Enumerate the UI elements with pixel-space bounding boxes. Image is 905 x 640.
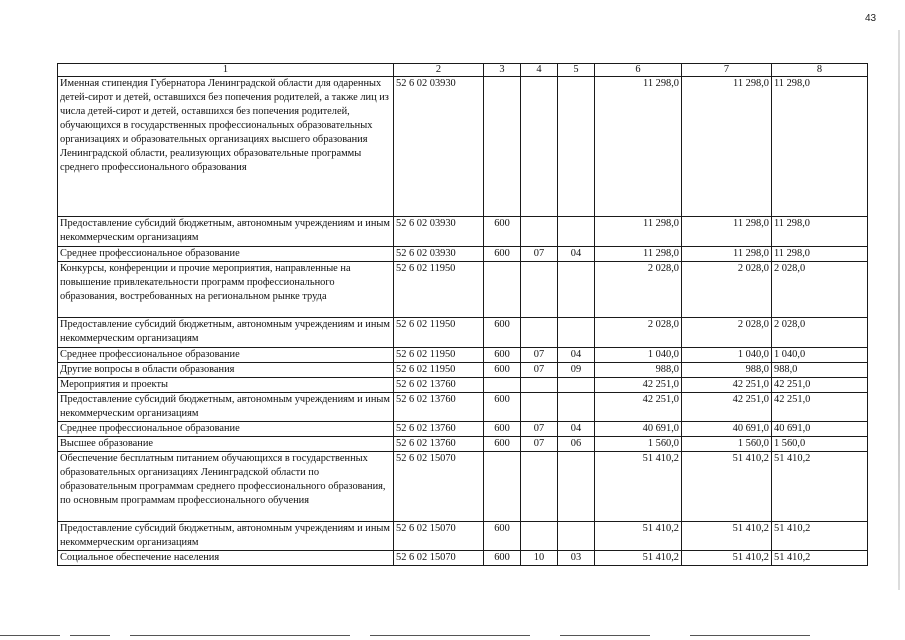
cell-amount-2: 2 028,0 — [682, 262, 772, 318]
cell-name: Именная стипендия Губернатора Ленинградской области для одаренных детей-сирот и детей, оставшихся без попечения родителей, а также лиц из числа детей-сирот и детей, оставшихся без попечения родителей, обучающихся в государственных профессиональных образовательных организациях и образовательных организациях высшего образования Ленинградской области, реализующих образовательные программы среднего профессионального образования — [58, 77, 394, 217]
cell-amount-2: 42 251,0 — [682, 393, 772, 422]
cell-amount-1: 40 691,0 — [595, 422, 682, 437]
column-header: 2 — [394, 64, 484, 77]
cell-name: Предоставление субсидий бюджетным, автономным учреждениям и иным некоммерческим организациям — [58, 522, 394, 551]
cell-section: 10 — [521, 551, 558, 566]
cell-target-code: 52 6 02 11950 — [394, 348, 484, 363]
cell-expense-type: 600 — [484, 393, 521, 422]
cell-expense-type: 600 — [484, 437, 521, 452]
cell-amount-2: 51 410,2 — [682, 551, 772, 566]
cell-amount-1: 42 251,0 — [595, 378, 682, 393]
column-header: 8 — [772, 64, 868, 77]
cell-amount-1: 51 410,2 — [595, 452, 682, 522]
cell-expense-type: 600 — [484, 551, 521, 566]
cell-target-code: 52 6 02 03930 — [394, 77, 484, 217]
column-header: 4 — [521, 64, 558, 77]
cell-expense-type: 600 — [484, 422, 521, 437]
cell-amount-2: 11 298,0 — [682, 217, 772, 247]
cell-target-code: 52 6 02 11950 — [394, 363, 484, 378]
cell-amount-1: 42 251,0 — [595, 393, 682, 422]
cell-amount-2: 51 410,2 — [682, 452, 772, 522]
table-row — [58, 318, 868, 348]
cell-subsection: 04 — [558, 422, 595, 437]
cell-amount-1: 51 410,2 — [595, 522, 682, 551]
cell-section: 07 — [521, 348, 558, 363]
cell-name: Предоставление субсидий бюджетным, автономным учреждениям и иным некоммерческим организациям — [58, 318, 394, 348]
table-row — [58, 363, 868, 378]
cell-name: Предоставление субсидий бюджетным, автономным учреждениям и иным некоммерческим организациям — [58, 217, 394, 247]
cell-section — [521, 217, 558, 247]
cell-target-code: 52 6 02 03930 — [394, 217, 484, 247]
table-row — [58, 437, 868, 452]
scan-edge-shadow — [898, 30, 900, 590]
cell-section — [521, 77, 558, 217]
cell-section — [521, 393, 558, 422]
cell-subsection — [558, 262, 595, 318]
cell-amount-3: 11 298,0 — [772, 217, 868, 247]
cell-target-code: 52 6 02 15070 — [394, 452, 484, 522]
cell-section: 07 — [521, 437, 558, 452]
cell-amount-1: 11 298,0 — [595, 217, 682, 247]
cell-name: Предоставление субсидий бюджетным, автономным учреждениям и иным некоммерческим организациям — [58, 393, 394, 422]
cell-name: Среднее профессиональное образование — [58, 348, 394, 363]
table-header-row — [58, 64, 868, 77]
table-row — [58, 262, 868, 318]
cell-section: 07 — [521, 247, 558, 262]
cell-amount-2: 40 691,0 — [682, 422, 772, 437]
cell-expense-type — [484, 77, 521, 217]
cell-amount-3: 51 410,2 — [772, 522, 868, 551]
cell-subsection — [558, 378, 595, 393]
cell-amount-2: 11 298,0 — [682, 247, 772, 262]
cell-amount-1: 2 028,0 — [595, 318, 682, 348]
cell-amount-2: 988,0 — [682, 363, 772, 378]
cell-name: Среднее профессиональное образование — [58, 247, 394, 262]
cell-amount-3: 1 560,0 — [772, 437, 868, 452]
cell-expense-type — [484, 452, 521, 522]
cell-amount-2: 2 028,0 — [682, 318, 772, 348]
cell-target-code: 52 6 02 11950 — [394, 262, 484, 318]
cell-amount-3: 42 251,0 — [772, 393, 868, 422]
cell-target-code: 52 6 02 13760 — [394, 378, 484, 393]
cell-subsection: 04 — [558, 247, 595, 262]
cell-subsection: 03 — [558, 551, 595, 566]
table-row — [58, 393, 868, 422]
cell-amount-3: 51 410,2 — [772, 551, 868, 566]
cell-amount-1: 1 040,0 — [595, 348, 682, 363]
cell-name: Высшее образование — [58, 437, 394, 452]
cell-amount-3: 1 040,0 — [772, 348, 868, 363]
cell-section — [521, 378, 558, 393]
scan-bottom-artifact — [0, 633, 905, 640]
cell-subsection — [558, 77, 595, 217]
cell-name: Социальное обеспечение населения — [58, 551, 394, 566]
cell-section — [521, 452, 558, 522]
cell-target-code: 52 6 02 11950 — [394, 318, 484, 348]
column-header: 5 — [558, 64, 595, 77]
cell-section: 07 — [521, 363, 558, 378]
table-row — [58, 348, 868, 363]
cell-target-code: 52 6 02 13760 — [394, 393, 484, 422]
cell-amount-2: 1 560,0 — [682, 437, 772, 452]
cell-subsection — [558, 393, 595, 422]
cell-name: Другие вопросы в области образования — [58, 363, 394, 378]
cell-amount-1: 51 410,2 — [595, 551, 682, 566]
cell-amount-3: 2 028,0 — [772, 318, 868, 348]
cell-subsection: 04 — [558, 348, 595, 363]
cell-amount-1: 11 298,0 — [595, 247, 682, 262]
cell-amount-1: 988,0 — [595, 363, 682, 378]
table-row — [58, 452, 868, 522]
cell-subsection: 09 — [558, 363, 595, 378]
cell-expense-type: 600 — [484, 363, 521, 378]
cell-amount-2: 51 410,2 — [682, 522, 772, 551]
cell-target-code: 52 6 02 13760 — [394, 422, 484, 437]
cell-amount-3: 40 691,0 — [772, 422, 868, 437]
cell-amount-2: 42 251,0 — [682, 378, 772, 393]
cell-section — [521, 262, 558, 318]
table-row — [58, 551, 868, 566]
cell-subsection — [558, 522, 595, 551]
column-header: 7 — [682, 64, 772, 77]
page-number: 43 — [865, 13, 877, 24]
cell-target-code: 52 6 02 03930 — [394, 247, 484, 262]
table-row — [58, 217, 868, 247]
cell-amount-3: 11 298,0 — [772, 247, 868, 262]
cell-amount-2: 1 040,0 — [682, 348, 772, 363]
cell-amount-3: 42 251,0 — [772, 378, 868, 393]
cell-amount-3: 11 298,0 — [772, 77, 868, 217]
cell-amount-3: 988,0 — [772, 363, 868, 378]
cell-amount-1: 1 560,0 — [595, 437, 682, 452]
cell-expense-type: 600 — [484, 522, 521, 551]
cell-subsection — [558, 452, 595, 522]
cell-name: Мероприятия и проекты — [58, 378, 394, 393]
cell-name: Обеспечение бесплатным питанием обучающихся в государственных образовательных организациях Ленинградской области по образовательным программам среднего профессионального образования, по основным программам профессионального обучения — [58, 452, 394, 522]
cell-amount-2: 11 298,0 — [682, 77, 772, 217]
cell-section — [521, 318, 558, 348]
cell-target-code: 52 6 02 15070 — [394, 522, 484, 551]
cell-target-code: 52 6 02 13760 — [394, 437, 484, 452]
cell-name: Среднее профессиональное образование — [58, 422, 394, 437]
cell-section: 07 — [521, 422, 558, 437]
column-header: 6 — [595, 64, 682, 77]
cell-expense-type — [484, 262, 521, 318]
cell-expense-type: 600 — [484, 348, 521, 363]
cell-subsection: 06 — [558, 437, 595, 452]
cell-expense-type: 600 — [484, 247, 521, 262]
table-row — [58, 77, 868, 217]
budget-table — [57, 63, 868, 566]
table-row — [58, 378, 868, 393]
table-row — [58, 247, 868, 262]
table-row — [58, 522, 868, 551]
cell-section — [521, 522, 558, 551]
cell-amount-1: 11 298,0 — [595, 77, 682, 217]
table-row — [58, 422, 868, 437]
cell-name: Конкурсы, конференции и прочие мероприятия, направленные на повышение привлекательности программ профессионального образования, востребованных на региональном рынке труда — [58, 262, 394, 318]
column-header: 1 — [58, 64, 394, 77]
cell-expense-type — [484, 378, 521, 393]
cell-subsection — [558, 318, 595, 348]
cell-expense-type: 600 — [484, 318, 521, 348]
cell-amount-1: 2 028,0 — [595, 262, 682, 318]
cell-amount-3: 51 410,2 — [772, 452, 868, 522]
cell-subsection — [558, 217, 595, 247]
column-header: 3 — [484, 64, 521, 77]
cell-target-code: 52 6 02 15070 — [394, 551, 484, 566]
cell-expense-type: 600 — [484, 217, 521, 247]
cell-amount-3: 2 028,0 — [772, 262, 868, 318]
